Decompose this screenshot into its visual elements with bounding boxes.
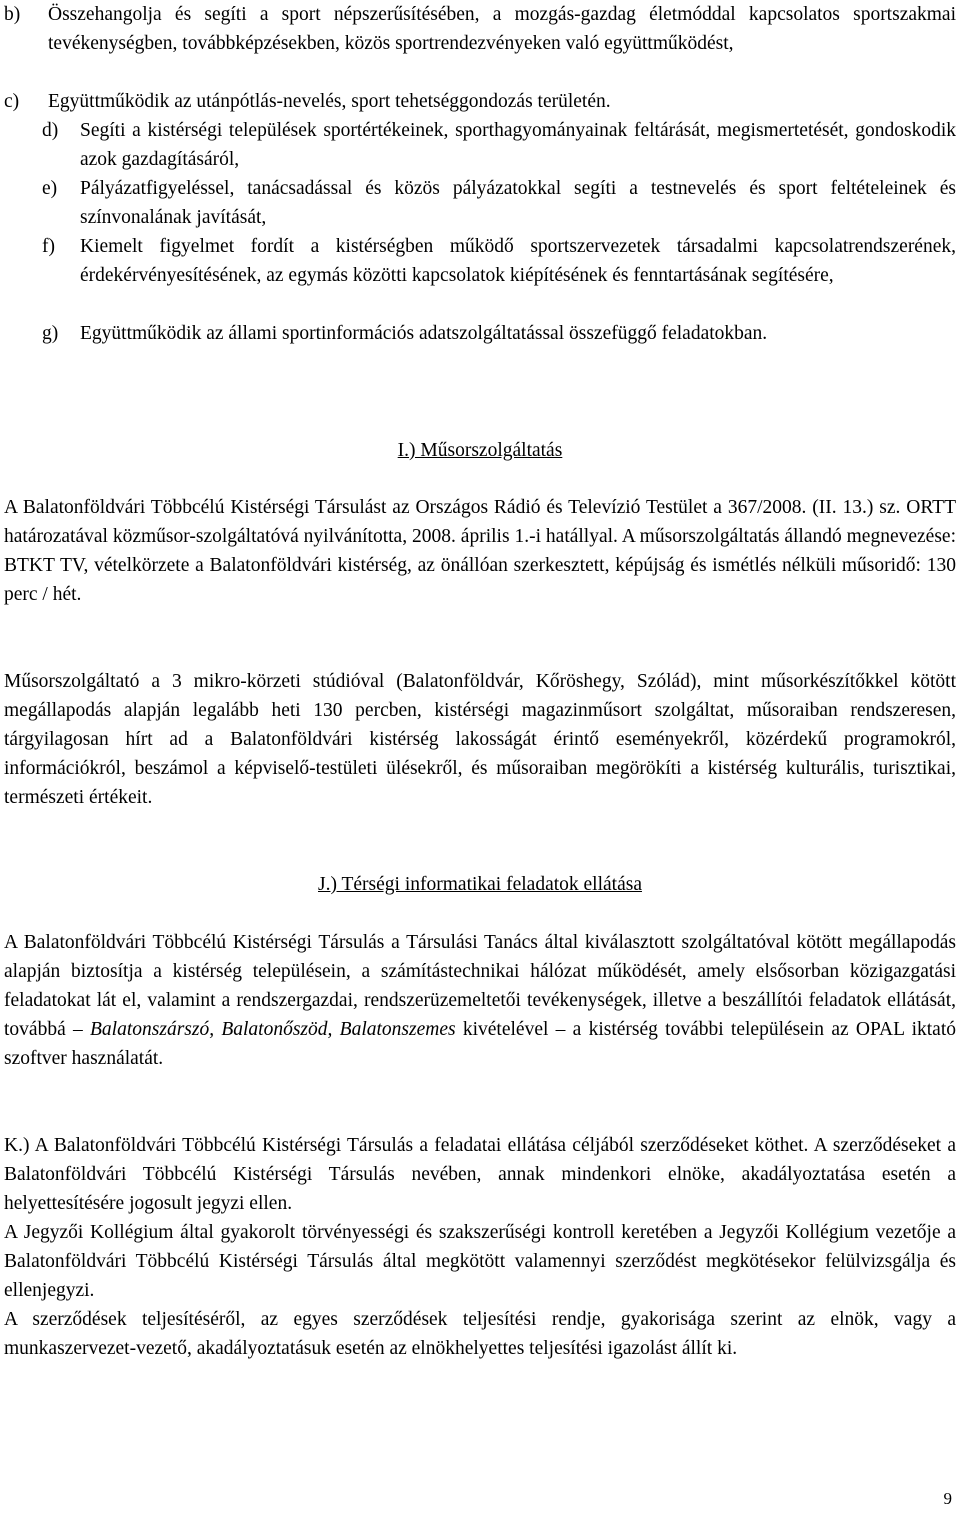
section-k-paragraph-2: A Jegyzői Kollégium által gyakorolt törvényességi és szakszerűségi kontroll keretében a Jegyzői Kollégium vezetője a Balatonföldvári Többcélú Kistérségi Társulás által megkötött valamennyi szerződést megkötésekor felülvizsgálja és ellenjegyzi. [4,1222,956,1301]
list-item-text: Együttműködik az utánpótlás-nevelés, sport tehetséggondozás területén. [48,91,611,112]
section-i-paragraph-1: A Balatonföldvári Többcélú Kistérségi Társulást az Országos Rádió és Televízió Testület a 367/2008. (II. 13.) sz. ORTT határozatával közműsor-szolgáltatóvá nyilvánította, 2008. április 1.-i hatállyal. A műsorszolgáltatás állandó megnevezése: BTKT TV, vételkörzete a Balatonföldvári kistérség, az önállóan szerkesztett, képújság és ismétlés nélküli műsoridő: 130 perc / hét. [4,497,956,605]
list-item-e [42,174,956,232]
list-item-label: d) [42,120,59,141]
list-item-label: c) [4,91,20,112]
list-item-text: Összehangolja és segíti a sport népszerűsítésében, a mozgás-gazdag életmóddal kapcsolatos sportszakmai tevékenységben, továbbképzésekben, közös sportrendezvényeken való együttműködést, [48,4,956,54]
list-item-label: e) [42,178,58,199]
list-item-text: Pályázatfigyeléssel, tanácsadással és közös pályázatokkal segíti a testnevelés és sport feltételeinek és színvonalának javítását, [80,178,956,228]
section-heading-i: I.) Műsorszolgáltatás [397,440,563,461]
list-item-c [4,87,956,116]
section-heading-j: J.) Térségi informatikai feladatok ellátása [318,874,642,895]
section-j-text-start: A Balatonföldvári Többcélú Kistérségi Társulás a Társulási Tanács által kiválasztott szolgáltatóval kötött megállapodás alapján biztosítja a kistérség településein, a számítástechnikai hálózat működését, amely elsősorban közigazgatási feladatokat lát el, valamint a rendszergazdai, rendszerüzemeltetői tevékenységek, illetve a beszállítói feladatok ellátását, továbbá – [4,932,956,1040]
list-item-label: g) [42,323,59,344]
section-k-paragraph-3: A szerződések teljesítéséről, az egyes szerződések teljesítési rendje, gyakorisága szerint az elnök, vagy a munkaszervezet-vezető, akadályoztatásuk esetén az elnökhelyettes teljesítési igazolást állít ki. [4,1309,956,1359]
section-j-paragraph [4,928,956,1073]
list-item-d [42,116,956,174]
list-item-text: Kiemelt figyelmet fordít a kistérségben működő sportszervezetek társadalmi kapcsolatrendszerének, érdekérvényesítésének, az egymás közötti kapcsolatok kiépítésének és fenntartásának segítésére, [80,236,956,286]
section-k-paragraph-1: K.) A Balatonföldvári Többcélú Kistérségi Társulás a feladatai ellátása céljából szerződéseket köthet. A szerződéseket a Balatonföldvári Többcélú Kistérségi Társulás nevében, annak mindenkori elnöke, akadályoztatása esetén a helyettesítésére jogosult jegyzi ellen. [4,1135,956,1214]
list-item-label: f) [42,236,55,257]
list-item-text: Együttműködik az állami sportinformációs adatszolgáltatással összefüggő feladatokban. [80,323,768,344]
section-i-paragraph-2: Műsorszolgáltató a 3 mikro-körzeti stúdióval (Balatonföldvár, Kőröshegy, Szólád), mint műsorkészítőkkel kötött megállapodás alapján legalább heti 130 percben, kistérségi magazinműsort szolgáltat, műsoraiban rendszeresen, tárgyilagosan hírt ad a Balatonföldvári kistérség lakosságát érintő eseményekről, közérdekű programokról, információkról, beszámol a képviselő-testületi ülésekről, és műsoraiban megörökíti a kistérség kulturális, turisztikai, természeti értékeit. [4,671,956,808]
list-item-f [42,232,956,290]
list-item-b [4,0,956,58]
section-j-text-end: kivételével – a kistérség további településein az OPAL iktató szoftver használatát. [4,1019,956,1069]
list-item-label: b) [4,4,21,25]
section-j-italic-towns: Balatonszárszó, Balatonőszöd, Balatonszemes [90,1019,456,1040]
list-item-g [42,319,956,348]
list-item-text: Segíti a kistérségi települések sportértékeinek, sporthagyományainak feltárását, megismertetését, gondoskodik azok gazdagításáról, [80,120,956,170]
page-number: 9 [943,1489,952,1508]
